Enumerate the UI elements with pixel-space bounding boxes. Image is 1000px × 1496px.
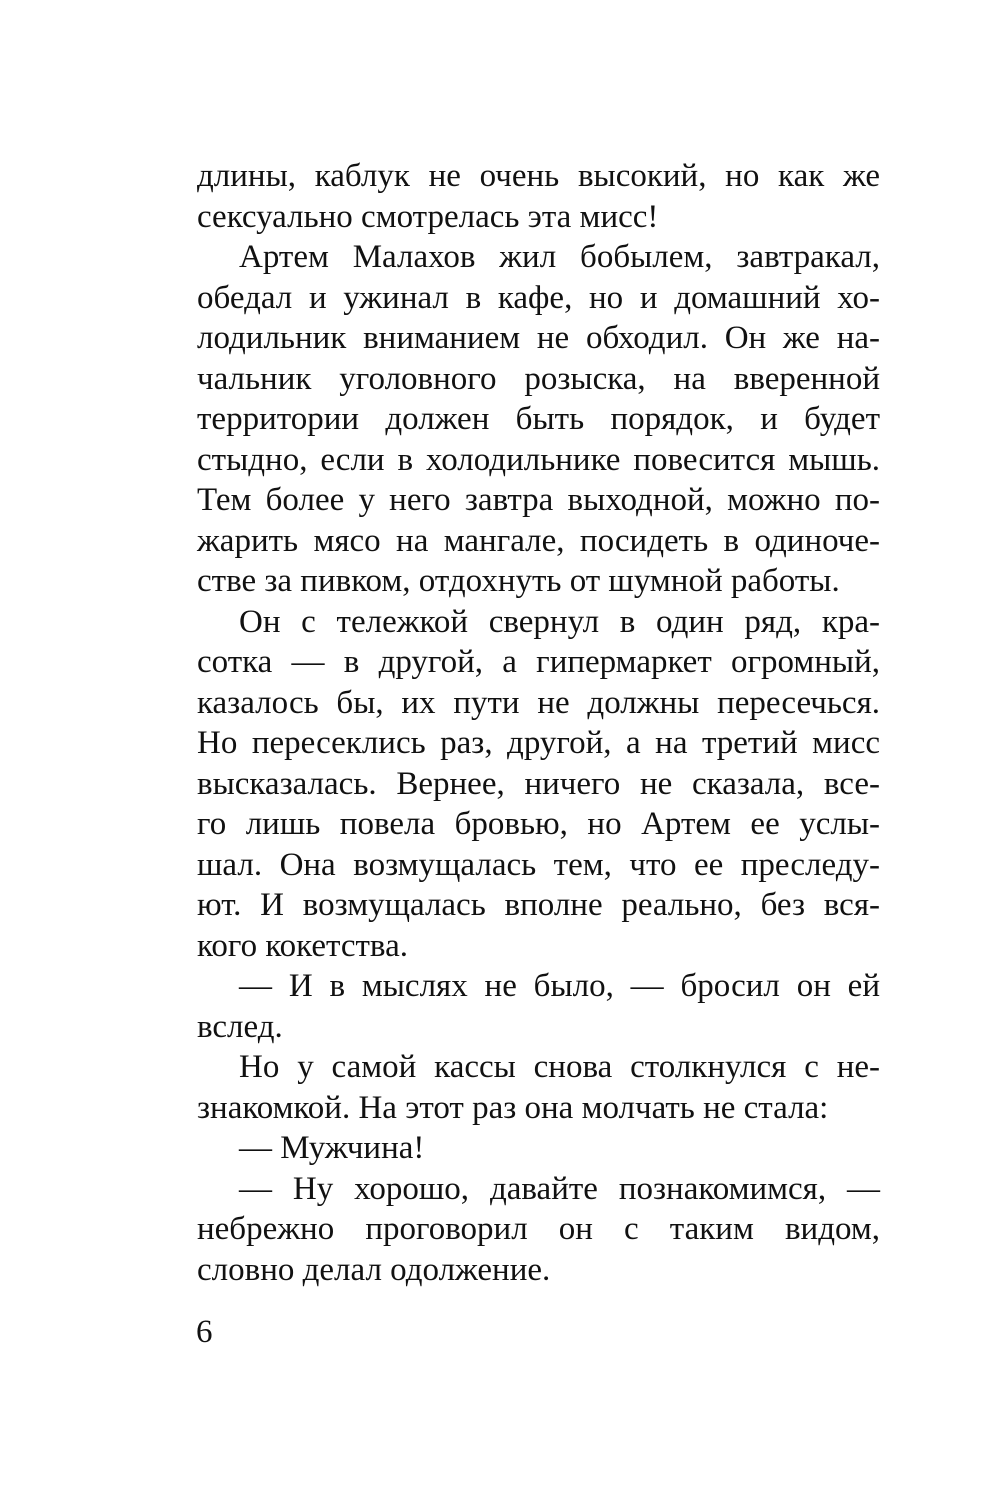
text-line: стыдно, если в холодильнике повесится мышь. [197, 441, 880, 478]
text-line: чальник уголовного розыска, на вверенной [197, 360, 880, 397]
text-line: небрежно проговорил он с таким видом, [197, 1211, 880, 1247]
text-line: жарить мясо на мангале, посидеть в одиноче- [197, 522, 880, 559]
paragraph [197, 966, 880, 1047]
page-number: 6 [196, 1314, 213, 1350]
text-line: высказалась. Вернее, ничего не сказала, все- [197, 765, 880, 802]
text-line: сексуально смотрелась эта мисс! [197, 198, 659, 235]
text-line: обедал и ужинал в кафе, но и домашний хо- [197, 279, 880, 316]
text-line: шал. Она возмущалась тем, что ее преследу- [197, 846, 880, 883]
text-line: вслед. [197, 1008, 283, 1045]
text-line: Артем Малахов жил бобылем, завтракал, [239, 239, 880, 275]
text-line: ют. И возмущалась вполне реально, без вся- [197, 887, 880, 923]
text-line: Но пересеклись раз, другой, а на третий мисс [197, 725, 880, 761]
paragraph [197, 237, 880, 602]
paragraph [197, 1047, 880, 1128]
text-line: кого кокетства. [197, 927, 408, 964]
text-line: Он с тележкой свернул в один ряд, кра- [239, 603, 880, 640]
paragraph [197, 156, 880, 237]
text-line: сотка — в другой, а гипермаркет огромный, [197, 644, 880, 680]
text-line: Тем более у него завтра выходной, можно по- [197, 482, 880, 518]
paragraph [197, 1128, 880, 1169]
text-line: словно делал одолжение. [197, 1251, 551, 1288]
text-line: казалось бы, их пути не должны пересечься. [197, 684, 880, 721]
text-line: длины, каблук не очень высокий, но как же [197, 158, 880, 194]
paragraph [197, 1169, 880, 1291]
text-line: лодильник вниманием не обходил. Он же на- [197, 320, 880, 356]
text-line: Но у самой кассы снова столкнулся с не- [239, 1049, 880, 1085]
text-line: — И в мыслях не было, — бросил он ей [239, 968, 880, 1004]
body-text [197, 156, 880, 1290]
text-line: — Мужчина! [239, 1130, 425, 1166]
text-line: стве за пивком, отдохнуть от шумной работы. [197, 563, 840, 599]
text-line: знакомкой. На этот раз она молчать не стала: [197, 1089, 829, 1126]
text-line: го лишь повела бровью, но Артем ее услы- [197, 806, 880, 842]
text-line: территории должен быть порядок, и будет [197, 401, 880, 437]
text-line: — Ну хорошо, давайте познакомимся, — [239, 1170, 880, 1207]
paragraph [197, 602, 880, 967]
